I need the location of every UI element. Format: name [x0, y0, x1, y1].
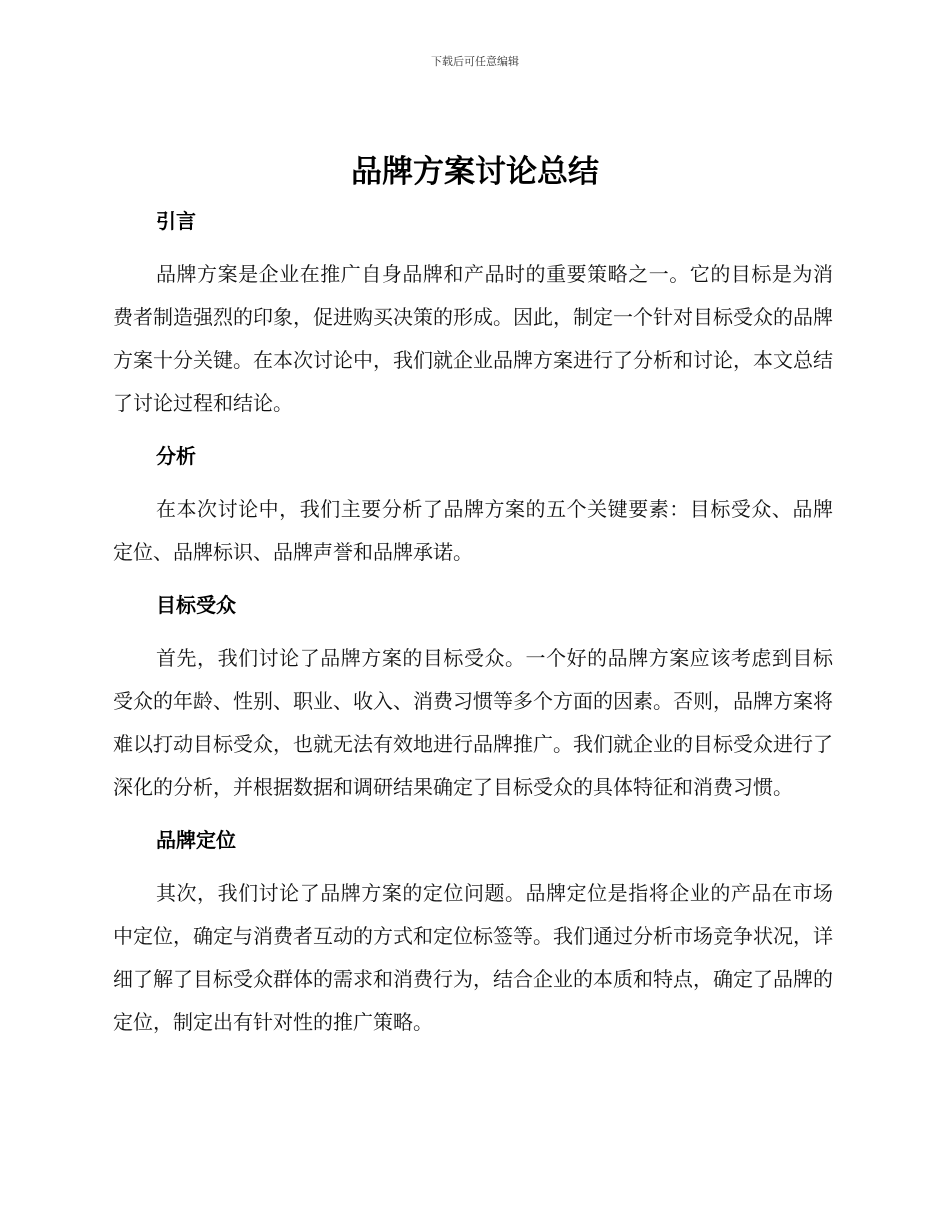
- section-paragraph: 在本次讨论中，我们主要分析了品牌方案的五个关键要素：目标受众、品牌定位、品牌标识、品牌声誉和品牌承诺。: [113, 497, 833, 564]
- document-body: [113, 200, 833, 1044]
- section-brand-positioning: [113, 819, 833, 1044]
- section-paragraph: 首先，我们讨论了品牌方案的目标受众。一个好的品牌方案应该考虑到目标受众的年龄、性别、职业、收入、消费习惯等多个方面的因素。否则，品牌方案将难以打动目标受众，也就无法有效地进行品牌推广。我们就企业的目标受众进行了深化的分析，并根据数据和调研结果确定了目标受众的具体特征和消费习惯。: [113, 646, 833, 799]
- header-note: 下载后可任意编辑: [431, 55, 519, 68]
- section-heading: 目标受众: [156, 593, 236, 617]
- section-introduction: [113, 200, 833, 435]
- section-heading: 分析: [156, 444, 196, 468]
- section-heading: 引言: [156, 209, 196, 233]
- section-paragraph: 其次，我们讨论了品牌方案的定位问题。品牌定位是指将企业的产品在市场中定位，确定与消费者互动的方式和定位标签等。我们通过分析市场竞争状况，详细了解了目标受众群体的需求和消费行为，结合企业的本质和特点，确定了品牌的定位，制定出有针对性的推广策略。: [113, 881, 833, 1034]
- section-paragraph: 品牌方案是企业在推广自身品牌和产品时的重要策略之一。它的目标是为消费者制造强烈的印象，促进购买决策的形成。因此，制定一个针对目标受众的品牌方案十分关键。在本次讨论中，我们就企业品牌方案进行了分析和讨论，本文总结了讨论过程和结论。: [113, 262, 833, 415]
- document-title: 品牌方案讨论总结: [351, 154, 599, 190]
- section-analysis: [113, 435, 833, 584]
- section-heading: 品牌定位: [156, 828, 236, 852]
- section-target-audience: [113, 584, 833, 819]
